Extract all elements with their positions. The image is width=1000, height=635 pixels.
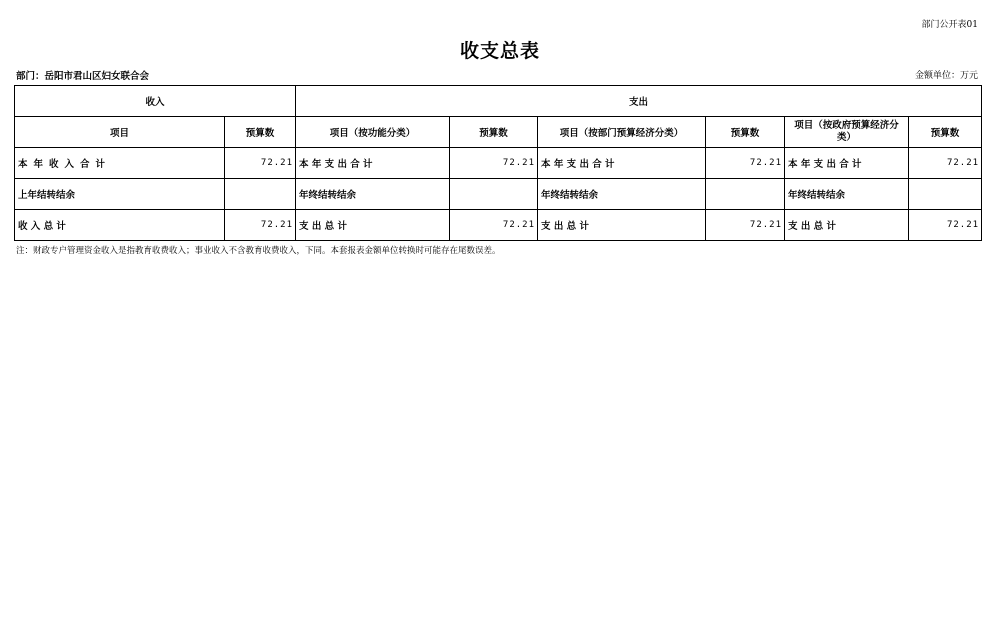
gov-item-header: 项目（按政府预算经济分类）	[785, 117, 909, 148]
column-header-row	[15, 117, 982, 148]
dept-item-cell: 本 年 支 出 合 计	[538, 148, 706, 179]
income-item-cell: 上年结转结余	[15, 179, 225, 210]
form-code: 部门公开表01	[921, 20, 978, 30]
gov-item-cell: 年终结转结余	[785, 179, 909, 210]
dept-value-cell: 72.21	[706, 148, 785, 179]
func-item-header: 项目（按功能分类）	[296, 117, 450, 148]
budget-summary-table	[14, 85, 982, 241]
func-budget-header: 预算数	[450, 117, 538, 148]
income-group-header: 收入	[15, 86, 296, 117]
table-row	[15, 148, 982, 179]
income-item-cell: 本年收入合计	[15, 148, 225, 179]
func-item-cell: 年终结转结余	[296, 179, 450, 210]
income-item-header: 项目	[15, 117, 225, 148]
func-value-cell: 72.21	[450, 210, 538, 241]
unit-label: 金额单位：万元	[914, 71, 978, 81]
func-item-cell: 本 年 支 出 合 计	[296, 148, 450, 179]
func-value-cell: 72.21	[450, 148, 538, 179]
dept-value-cell: 72.21	[706, 210, 785, 241]
table-row	[15, 179, 982, 210]
func-value-cell	[450, 179, 538, 210]
group-header-row	[15, 86, 982, 117]
department-label: 部门：岳阳市君山区妇女联合会	[16, 71, 150, 82]
dept-budget-header: 预算数	[706, 117, 785, 148]
income-value-cell: 72.21	[225, 210, 296, 241]
income-value-cell: 72.21	[225, 148, 296, 179]
dept-value-cell	[706, 179, 785, 210]
income-item-cell: 收 入 总 计	[15, 210, 225, 241]
gov-budget-header: 预算数	[909, 117, 982, 148]
dept-item-header: 项目（按部门预算经济分类）	[538, 117, 706, 148]
dept-item-cell: 支 出 总 计	[538, 210, 706, 241]
gov-value-cell: 72.21	[909, 210, 982, 241]
expense-group-header: 支出	[296, 86, 982, 117]
income-budget-header: 预算数	[225, 117, 296, 148]
gov-item-cell: 支 出 总 计	[785, 210, 909, 241]
dept-item-cell: 年终结转结余	[538, 179, 706, 210]
table-row	[15, 210, 982, 241]
gov-item-cell: 本 年 支 出 合 计	[785, 148, 909, 179]
page-title: 收支总表	[459, 40, 540, 62]
income-value-cell	[225, 179, 296, 210]
func-item-cell: 支 出 总 计	[296, 210, 450, 241]
gov-value-cell	[909, 179, 982, 210]
footnote: 注：财政专户管理资金收入是指教育收费收入；事业收入不含教育收费收入，下同。本套报表金额单位转换时可能存在尾数误差。	[16, 246, 501, 256]
gov-value-cell: 72.21	[909, 148, 982, 179]
